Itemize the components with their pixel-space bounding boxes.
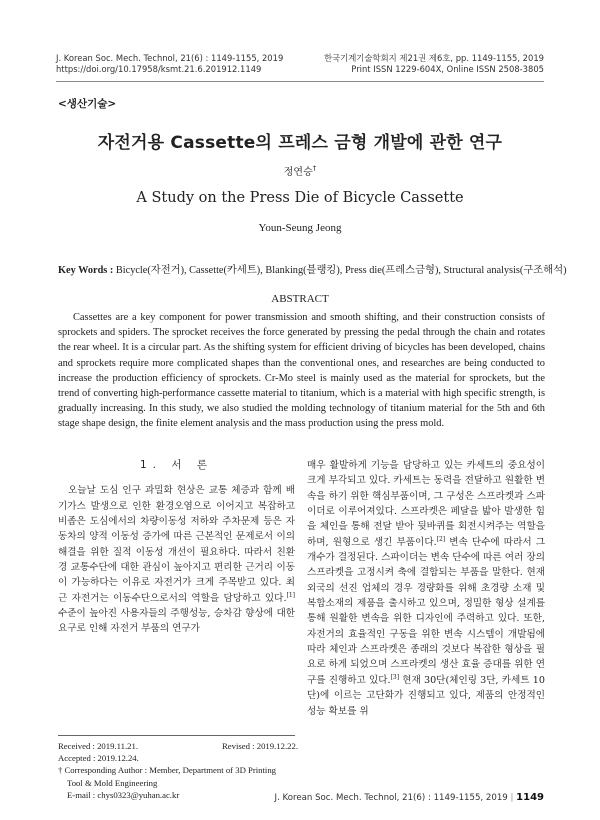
author-korean: [0, 163, 600, 178]
revised-date: Revised : 2019.12.22.: [221, 741, 298, 751]
footer-citation: J. Korean Soc. Mech. Technol, 21(6) : 1149-1155, 2019: [274, 793, 508, 803]
section-tag: <생산기술>: [58, 98, 117, 110]
reference-2[interactable]: [2]: [436, 535, 446, 543]
reference-1[interactable]: [1]: [286, 591, 295, 599]
body-column-left: [58, 459, 295, 637]
doi-link[interactable]: https://doi.org/10.17958/ksmt.21.6.201912.1149: [56, 64, 262, 74]
intro-text-continued: 수준이 높아진 사용자들의 주행성능, 승차감 향상에 대한 요구로 인해 자전거 부품의 연구가: [58, 608, 295, 635]
author-email[interactable]: E-mail : chys0323@yuhan.ac.kr: [67, 789, 180, 800]
journal-header-left: [56, 53, 283, 75]
footnotes: [58, 740, 298, 801]
paper-title-english: A Study on the Press Die of Bicycle Cassette: [136, 190, 464, 206]
right-text-b: 변속 단수에 따라서 그 개수가 결정된다. 스파이더는 변속 단수에 따른 여러 장의 스프라켓을 고정시켜 축에 결합되는 부품을 말한다. 현재 외국의 선진 업체의 경우 경량화를 위해 초경량 소재 및 복합소재의 제품을 출시하고 있으며, 정밀한 형상 설계를 통해 원활한 변속을 위한 디자인에 주력하고 있다. 또한, 자전거의 효율적인 구동을 위한 변속 시스템이 개발됨에 따라 체인과 스프라켓은 종래의 것보다 복잡한 형상을 필요로 하게 되었으며 스프라켓의 생산 효율 증대를 위한 연구를 진행하고 있다.: [307, 536, 545, 686]
corresponding-author: † Corresponding Author : Member, Department of 3D Printing: [58, 765, 277, 776]
intro-text: 오늘날 도심 인구 과밀화 현상은 교통 체증과 함께 배기가스 발생으로 인한 환경오염으로 이어지고 복잡하고 비좁은 도심에서의 차량이동성 저하와 주차문제 등은 자동차의 양적 이동성 증가에 따른 근본적인 문제로서 이의 해결을 위한 질적 이동성 개선이 필요하다. 따라서 친환경 교통수단에 대한 관심이 높아지고 편리한 근거리 이동이 가능하다는 이유로 자전거가 크게 주목받고 있다. 최근 자전거는 이동수단으로서의 역할을 담당하고 있다.: [58, 485, 295, 604]
abstract-body: Cassettes are a key component for power transmission and smooth shifting, and their construction consists of sprockets and spiders. The sprocket receives the force generated by pressing the pedal through the chain and rotates the rear wheel. It is a circular part. As the shifting system for efficient driving of bicycles has been developed, chains and sprockets require more complicated shapes than the conventional ones, and researches are being conducted to increase the production efficiency of sprockets. Cr-Mo steel is mainly used as the material for sprockets, but the trend of converting high-performance cassette material to titanium, which is a material with high specific strength, is gradually increasing. In this study, we also studied the molding technology of titanium material for the 5th and 6th stage shape design, the finite element analysis and the mass production using the press mold.: [58, 312, 545, 430]
abstract-heading: ABSTRACT: [271, 293, 329, 305]
page-number: 1149: [516, 792, 544, 803]
corresponding-author-mark: †: [312, 164, 317, 173]
footnote-divider: [58, 735, 295, 736]
author-english: Youn-Seung Jeong: [258, 222, 342, 234]
right-text-c: 현재 30단(체인링 3단, 카세트 10단)에 이르는 고단화가 진행되고 있다, 제품의 안정적인 성능 확보를 위: [307, 674, 545, 717]
paper-title-korean: 자전거용 Cassette의 프레스 금형 개발에 관한 연구: [97, 133, 503, 153]
keywords-line: [58, 261, 567, 276]
page-footer: J. Korean Soc. Mech. Technol, 21(6) : 1149-1155, 2019 | 1149: [274, 792, 544, 803]
dates-row: [58, 740, 298, 752]
keywords-label: Key Words :: [58, 265, 114, 276]
corresponding-author-dept: Tool & Mold Engineering: [67, 777, 158, 788]
section-heading-introduction: 1. 서 론: [140, 459, 213, 471]
received-date: Received : 2019.11.21.: [58, 741, 139, 751]
journal-citation-korean: 한국기계기술학회지 제21권 제6호, pp. 1149-1155, 2019: [323, 53, 544, 63]
accepted-date: Accepted : 2019.12.24.: [58, 753, 139, 764]
journal-header-right: [324, 53, 544, 75]
reference-3[interactable]: [3]: [390, 673, 400, 681]
intro-paragraph: [58, 483, 295, 636]
journal-citation: J. Korean Soc. Mech. Technol, 21(6) : 1149-1155, 2019: [56, 53, 284, 63]
author-korean-name: 정연승: [283, 167, 313, 178]
keywords-text: Bicycle(자전거), Cassette(카세트), Blanking(블랭킹), Press die(프레스금형), Structural analysis(구조해석): [115, 265, 567, 276]
header-divider: [56, 81, 544, 82]
body-column-right: [307, 458, 545, 719]
issn-info: Print ISSN 1229-604X, Online ISSN 2508-3805: [351, 64, 544, 74]
right-text-a: 매우 활발하게 기능을 담당하고 있는 카세트의 중요성이 크게 부각되고 있다. 카세트는 동력을 전달하고 원활한 변속을 하기 위한 핵심부품이며, 그 구성은 스프라켓과 스파이더로 이루어져있다. 스프라켓은 페달을 밟아 발생한 힘을 체인을 통해 전달 받아 뒷바퀴를 회전시켜주는 역할을 하며, 원형으로 생긴 부품이다.: [307, 460, 545, 548]
